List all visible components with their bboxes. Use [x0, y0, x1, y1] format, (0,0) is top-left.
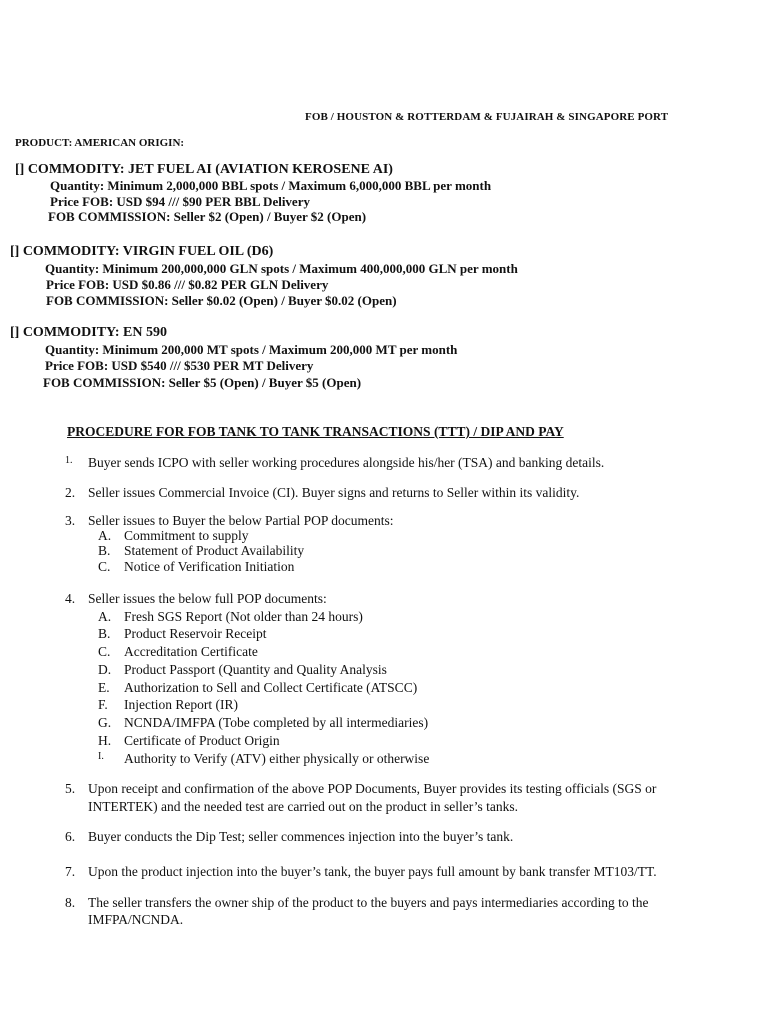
- step-text: Seller issues the below full POP documents:: [88, 591, 327, 606]
- commodity-quantity: Quantity: Minimum 2,000,000 BBL spots / Maximum 6,000,000 BBL per month: [50, 178, 492, 193]
- list-item: Product Passport (Quantity and Quality Analysis: [124, 662, 387, 677]
- step-text: Seller issues Commercial Invoice (CI). Buyer signs and returns to Seller within its validity.: [88, 485, 580, 500]
- list-marker: B.: [98, 543, 111, 558]
- list-marker: I.: [98, 751, 104, 762]
- step-number: 5.: [65, 781, 76, 796]
- commodity-title: [] COMMODITY: VIRGIN FUEL OIL (D6): [10, 244, 274, 259]
- step-text: Upon receipt and confirmation of the above POP Documents, Buyer provides its testing officials (SGS or: [88, 781, 657, 796]
- step-text: Buyer conducts the Dip Test; seller commences injection into the buyer’s tank.: [88, 829, 514, 844]
- list-item: Authority to Verify (ATV) either physically or otherwise: [124, 751, 430, 766]
- list-marker: A.: [98, 609, 112, 624]
- commodity-commission: FOB COMMISSION: Seller $0.02 (Open) / Buyer $0.02 (Open): [46, 293, 397, 308]
- port-header: FOB / HOUSTON & ROTTERDAM & FUJAIRAH & SINGAPORE PORT: [305, 111, 669, 123]
- step-number: 6.: [65, 829, 76, 844]
- list-item: Fresh SGS Report (Not older than 24 hours): [124, 609, 363, 624]
- list-item: Injection Report (IR): [124, 697, 238, 712]
- step-number: 2.: [65, 485, 76, 500]
- commodity-price: Price FOB: USD $94 /// $90 PER BBL Delivery: [50, 194, 310, 209]
- procedure-title: PROCEDURE FOR FOB TANK TO TANK TRANSACTIONS (TTT) / DIP AND PAY: [67, 424, 564, 439]
- commodity-title: [] COMMODITY: JET FUEL AI (AVIATION KEROSENE AI): [15, 162, 393, 177]
- step-text-continued: IMFPA/NCNDA.: [88, 912, 184, 927]
- list-marker: A.: [98, 528, 112, 543]
- commodity-commission: FOB COMMISSION: Seller $5 (Open) / Buyer $5 (Open): [43, 375, 362, 390]
- step-number: 1.: [65, 455, 73, 466]
- list-item: Certificate of Product Origin: [124, 733, 280, 748]
- list-item: Accreditation Certificate: [124, 644, 258, 659]
- list-item: Product Reservoir Receipt: [124, 626, 267, 641]
- product-origin: PRODUCT: AMERICAN ORIGIN:: [15, 137, 185, 149]
- commodity-title: [] COMMODITY: EN 590: [10, 325, 167, 340]
- commodity-price: Price FOB: USD $540 /// $530 PER MT Delivery: [45, 358, 314, 373]
- list-item: Commitment to supply: [124, 528, 249, 543]
- step-number: 4.: [65, 591, 76, 606]
- step-text: Upon the product injection into the buyer’s tank, the buyer pays full amount by bank transfer MT103/TT.: [88, 864, 657, 879]
- list-marker: D.: [98, 662, 112, 677]
- list-item: NCNDA/IMFPA (Tobe completed by all intermediaries): [124, 715, 429, 730]
- commodity-quantity: Quantity: Minimum 200,000,000 GLN spots / Maximum 400,000,000 GLN per month: [45, 261, 518, 276]
- step-number: 8.: [65, 895, 76, 910]
- commodity-commission: FOB COMMISSION: Seller $2 (Open) / Buyer $2 (Open): [48, 209, 367, 224]
- list-marker: F.: [98, 697, 108, 712]
- list-marker: C.: [98, 644, 111, 659]
- list-marker: G.: [98, 715, 112, 730]
- step-text-continued: INTERTEK) and the needed test are carried out on the product in seller’s tanks.: [88, 799, 519, 814]
- list-item: Authorization to Sell and Collect Certificate (ATSCC): [124, 680, 418, 695]
- step-text: The seller transfers the owner ship of the product to the buyers and pays intermediaries according to the: [88, 895, 649, 910]
- list-marker: B.: [98, 626, 111, 641]
- step-text: Seller issues to Buyer the below Partial POP documents:: [88, 513, 394, 528]
- list-marker: E.: [98, 680, 110, 695]
- commodity-price: Price FOB: USD $0.86 /// $0.82 PER GLN Delivery: [46, 277, 329, 292]
- commodity-quantity: Quantity: Minimum 200,000 MT spots / Maximum 200,000 MT per month: [45, 342, 458, 357]
- step-text: Buyer sends ICPO with seller working procedures alongside his/her (TSA) and banking details.: [88, 455, 605, 470]
- list-marker: C.: [98, 559, 111, 574]
- list-marker: H.: [98, 733, 112, 748]
- list-item: Notice of Verification Initiation: [124, 559, 295, 574]
- step-number: 7.: [65, 864, 76, 879]
- list-item: Statement of Product Availability: [124, 543, 305, 558]
- step-number: 3.: [65, 513, 76, 528]
